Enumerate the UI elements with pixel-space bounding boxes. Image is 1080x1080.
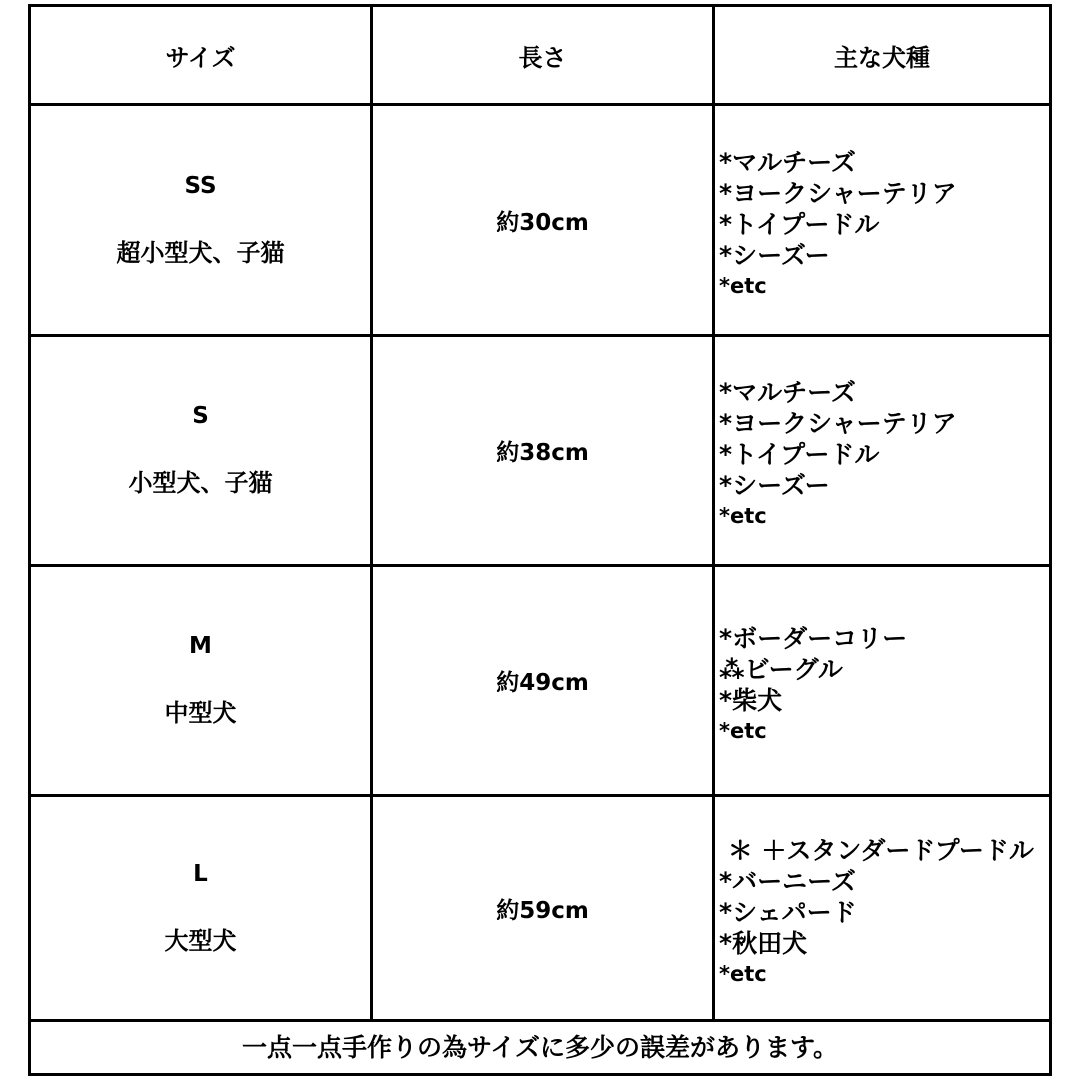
size-description: 超小型犬、子猫 bbox=[116, 238, 285, 267]
breed-item: *ヨークシャーテリア bbox=[719, 409, 957, 438]
size-table bbox=[28, 4, 1052, 1076]
size-code: S bbox=[192, 403, 209, 429]
breed-item: *etc bbox=[719, 718, 767, 743]
size-description: 中型犬 bbox=[164, 699, 237, 727]
footer-note: 一点一点手作りの為サイズに多少の誤差があります。 bbox=[241, 1033, 838, 1062]
breed-item: ＊ ＋スタンダードプードル bbox=[719, 835, 1034, 865]
size-cell bbox=[31, 797, 370, 1019]
breed-item: *トイプードル bbox=[719, 209, 880, 239]
size-code: L bbox=[193, 860, 208, 887]
size-description: 大型犬 bbox=[164, 926, 237, 955]
breed-item: *秋田犬 bbox=[719, 928, 808, 958]
breeds-cell bbox=[715, 797, 1049, 1019]
header-size: サイズ bbox=[165, 43, 236, 72]
breeds-cell bbox=[715, 106, 1049, 334]
header-length: 長さ bbox=[518, 43, 567, 72]
breed-item: *トイプードル bbox=[719, 440, 880, 469]
size-description: 小型犬、子猫 bbox=[128, 469, 273, 497]
size-cell bbox=[31, 567, 370, 794]
size-cell bbox=[31, 337, 370, 564]
breed-item: *シェパード bbox=[719, 897, 857, 927]
size-code: SS bbox=[184, 172, 217, 199]
breeds-cell bbox=[715, 567, 1049, 794]
breeds-cell bbox=[715, 337, 1049, 564]
length-cell: 約38cm bbox=[496, 440, 589, 466]
breed-item: ⁂ビーグル bbox=[719, 654, 843, 684]
size-cell bbox=[31, 106, 370, 334]
breed-item: *マルチーズ bbox=[719, 147, 856, 177]
length-cell: 約49cm bbox=[496, 670, 589, 696]
size-code: M bbox=[189, 633, 212, 659]
breed-item: *シーズー bbox=[719, 471, 830, 500]
header-breeds: 主な犬種 bbox=[834, 43, 930, 72]
breed-item: *シーズー bbox=[719, 240, 830, 270]
breed-item: *etc bbox=[719, 273, 767, 298]
breed-item: *ボーダーコリー bbox=[719, 623, 908, 653]
breed-item: *etc bbox=[719, 504, 767, 528]
breed-item: *マルチーズ bbox=[719, 378, 856, 407]
length-cell: 約30cm bbox=[496, 209, 589, 236]
breed-item: *バーニーズ bbox=[719, 866, 856, 896]
length-cell: 約59cm bbox=[496, 897, 589, 924]
breed-item: *柴犬 bbox=[719, 685, 783, 715]
breed-item: *ヨークシャーテリア bbox=[719, 178, 957, 208]
breed-item: *etc bbox=[719, 961, 767, 986]
